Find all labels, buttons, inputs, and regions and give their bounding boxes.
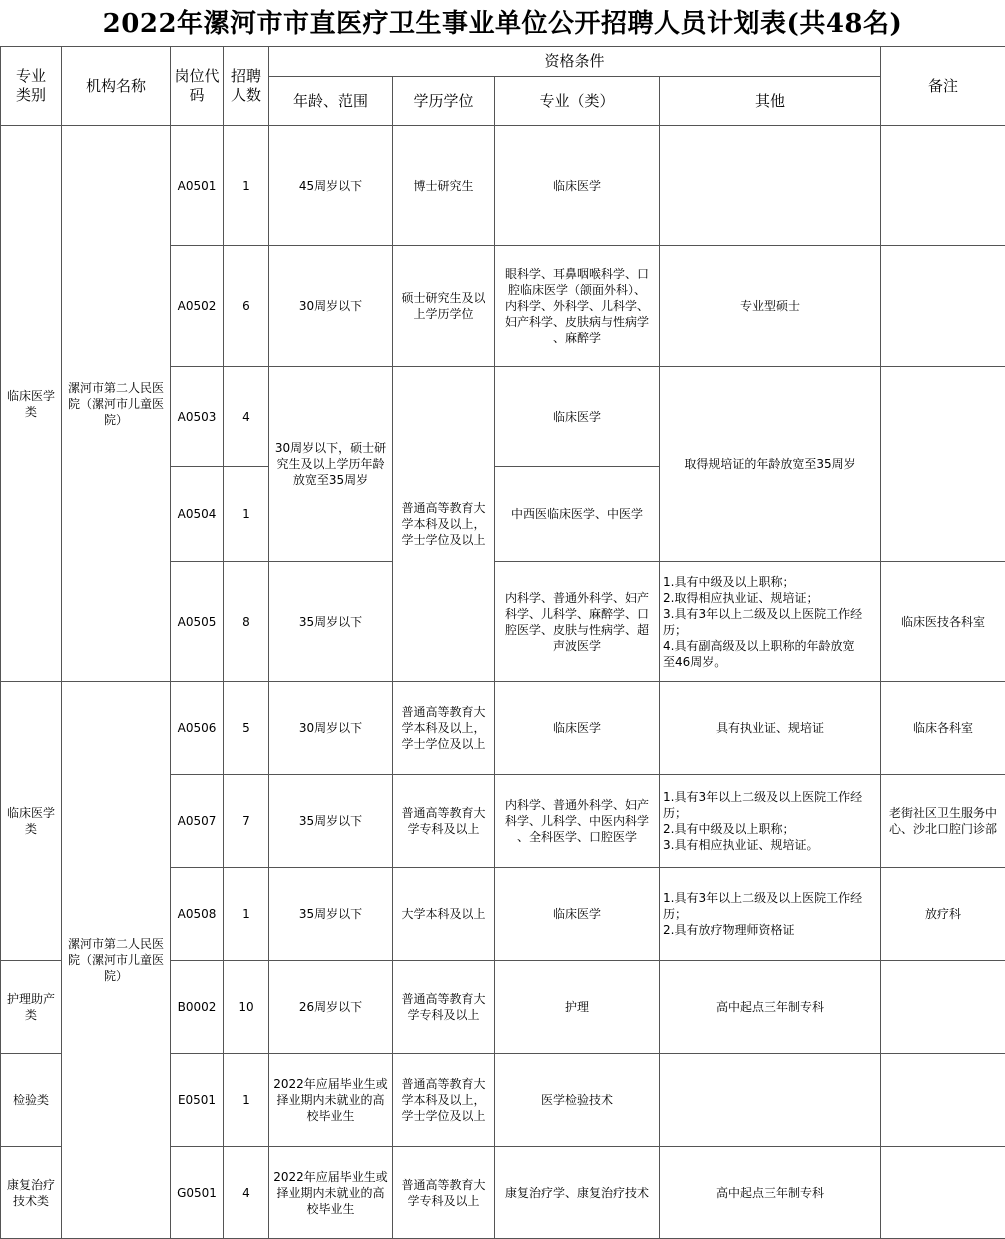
major-cell: 眼科学、耳鼻咽喉科学、口 腔临床医学（颌面外科）、 内科学、外科学、儿科学、 妇产科学、皮肤病与性病学 、麻醉学 bbox=[495, 246, 660, 367]
count-cell: 1 bbox=[224, 467, 269, 562]
age-cell: 2022年应届毕业生或 择业期内未就业的高 校毕业生 bbox=[269, 1147, 393, 1239]
other-cell bbox=[660, 1054, 881, 1147]
degree-cell: 普通高等教育大 学专科及以上 bbox=[393, 775, 495, 868]
category-cell: 护理助产 类 bbox=[1, 961, 62, 1054]
header-qualifications: 资格条件 bbox=[269, 47, 881, 77]
other-cell: 专业型硕士 bbox=[660, 246, 881, 367]
remark-cell: 临床医技各科室 bbox=[881, 562, 1005, 682]
count-cell: 1 bbox=[224, 126, 269, 246]
degree-cell: 普通高等教育大 学本科及以上， 学士学位及以上 bbox=[393, 1054, 495, 1147]
page-title: 2022年漯河市市直医疗卫生事业单位公开招聘人员计划表(共48名) bbox=[102, 9, 903, 39]
major-cell: 临床医学 bbox=[495, 126, 660, 246]
other-cell: 高中起点三年制专科 bbox=[660, 961, 881, 1054]
major-cell: 医学检验技术 bbox=[495, 1054, 660, 1147]
age-cell: 26周岁以下 bbox=[269, 961, 393, 1054]
remark-cell bbox=[881, 246, 1005, 367]
remark-cell bbox=[881, 1054, 1005, 1147]
degree-cell: 普通高等教育大 学本科及以上， 学士学位及以上 bbox=[393, 367, 495, 682]
code-cell: A0502 bbox=[171, 246, 224, 367]
degree-cell: 普通高等教育大 学专科及以上 bbox=[393, 1147, 495, 1239]
category-cell: 临床医学 类 bbox=[1, 126, 62, 682]
header-row-1 bbox=[1, 47, 1005, 77]
org-cell: 漯河市第二人民医 院（漯河市儿童医 院） bbox=[62, 682, 171, 1239]
count-cell: 5 bbox=[224, 682, 269, 775]
code-cell: A0504 bbox=[171, 467, 224, 562]
header-other: 其他 bbox=[660, 77, 881, 126]
code-cell: B0002 bbox=[171, 961, 224, 1054]
code-cell: G0501 bbox=[171, 1147, 224, 1239]
age-cell: 30周岁以下 bbox=[269, 682, 393, 775]
age-cell: 35周岁以下 bbox=[269, 775, 393, 868]
degree-cell: 博士研究生 bbox=[393, 126, 495, 246]
count-cell: 8 bbox=[224, 562, 269, 682]
other-cell: 1.具有3年以上二级及以上医院工作经 历； 2.具有放疗物理师资格证 bbox=[660, 868, 881, 961]
header-category: 专业 类别 bbox=[1, 47, 62, 126]
other-cell: 高中起点三年制专科 bbox=[660, 1147, 881, 1239]
age-cell: 30周岁以下 bbox=[269, 246, 393, 367]
age-cell: 2022年应届毕业生或 择业期内未就业的高 校毕业生 bbox=[269, 1054, 393, 1147]
major-cell: 内科学、普通外科学、妇产 科学、儿科学、麻醉学、口 腔医学、皮肤与性病学、超 声波医学 bbox=[495, 562, 660, 682]
category-cell: 临床医学 类 bbox=[1, 682, 62, 961]
count-cell: 6 bbox=[224, 246, 269, 367]
org-cell: 漯河市第二人民医 院（漯河市儿童医 院） bbox=[62, 126, 171, 682]
other-cell: 具有执业证、规培证 bbox=[660, 682, 881, 775]
age-cell: 30周岁以下，硕士研 究生及以上学历年龄 放宽至35周岁 bbox=[269, 367, 393, 562]
major-cell: 临床医学 bbox=[495, 868, 660, 961]
age-cell: 45周岁以下 bbox=[269, 126, 393, 246]
major-cell: 临床医学 bbox=[495, 682, 660, 775]
code-cell: A0505 bbox=[171, 562, 224, 682]
remark-cell: 老街社区卫生服务中 心、沙北口腔门诊部 bbox=[881, 775, 1005, 868]
count-cell: 4 bbox=[224, 1147, 269, 1239]
code-cell: E0501 bbox=[171, 1054, 224, 1147]
count-cell: 4 bbox=[224, 367, 269, 467]
count-cell: 10 bbox=[224, 961, 269, 1054]
remark-cell bbox=[881, 1147, 1005, 1239]
code-cell: A0508 bbox=[171, 868, 224, 961]
age-cell: 35周岁以下 bbox=[269, 868, 393, 961]
other-cell: 取得规培证的年龄放宽至35周岁 bbox=[660, 367, 881, 562]
table-row bbox=[1, 126, 1005, 246]
major-cell: 护理 bbox=[495, 961, 660, 1054]
degree-cell: 硕士研究生及以 上学历学位 bbox=[393, 246, 495, 367]
category-cell: 检验类 bbox=[1, 1054, 62, 1147]
code-cell: A0506 bbox=[171, 682, 224, 775]
header-degree: 学历学位 bbox=[393, 77, 495, 126]
header-major: 专业（类） bbox=[495, 77, 660, 126]
recruitment-table bbox=[0, 46, 1005, 1239]
major-cell: 内科学、普通外科学、妇产 科学、儿科学、中医内科学 、全科医学、口腔医学 bbox=[495, 775, 660, 868]
major-cell: 中西医临床医学、中医学 bbox=[495, 467, 660, 562]
other-cell: 1.具有3年以上二级及以上医院工作经 历； 2.具有中级及以上职称； 3.具有相应执业证、规培证。 bbox=[660, 775, 881, 868]
count-cell: 1 bbox=[224, 1054, 269, 1147]
header-count: 招聘 人数 bbox=[224, 47, 269, 126]
other-cell: 1.具有中级及以上职称； 2.取得相应执业证、规培证； 3.具有3年以上二级及以上医院工作经 历； 4.具有副高级及以上职称的年龄放宽 至46周岁。 bbox=[660, 562, 881, 682]
header-age: 年龄、范围 bbox=[269, 77, 393, 126]
major-cell: 临床医学 bbox=[495, 367, 660, 467]
remark-cell: 临床各科室 bbox=[881, 682, 1005, 775]
count-cell: 1 bbox=[224, 868, 269, 961]
count-cell: 7 bbox=[224, 775, 269, 868]
code-cell: A0503 bbox=[171, 367, 224, 467]
major-cell: 康复治疗学、康复治疗技术 bbox=[495, 1147, 660, 1239]
age-cell: 35周岁以下 bbox=[269, 562, 393, 682]
header-remark: 备注 bbox=[881, 47, 1005, 126]
header-org: 机构名称 bbox=[62, 47, 171, 126]
code-cell: A0507 bbox=[171, 775, 224, 868]
degree-cell: 普通高等教育大 学专科及以上 bbox=[393, 961, 495, 1054]
degree-cell: 大学本科及以上 bbox=[393, 868, 495, 961]
remark-cell bbox=[881, 126, 1005, 246]
remark-cell: 放疗科 bbox=[881, 868, 1005, 961]
category-cell: 康复治疗 技术类 bbox=[1, 1147, 62, 1239]
code-cell: A0501 bbox=[171, 126, 224, 246]
remark-cell bbox=[881, 961, 1005, 1054]
header-code: 岗位代 码 bbox=[171, 47, 224, 126]
remark-cell bbox=[881, 367, 1005, 562]
other-cell bbox=[660, 126, 881, 246]
table-row bbox=[1, 682, 1005, 775]
degree-cell: 普通高等教育大 学本科及以上， 学士学位及以上 bbox=[393, 682, 495, 775]
